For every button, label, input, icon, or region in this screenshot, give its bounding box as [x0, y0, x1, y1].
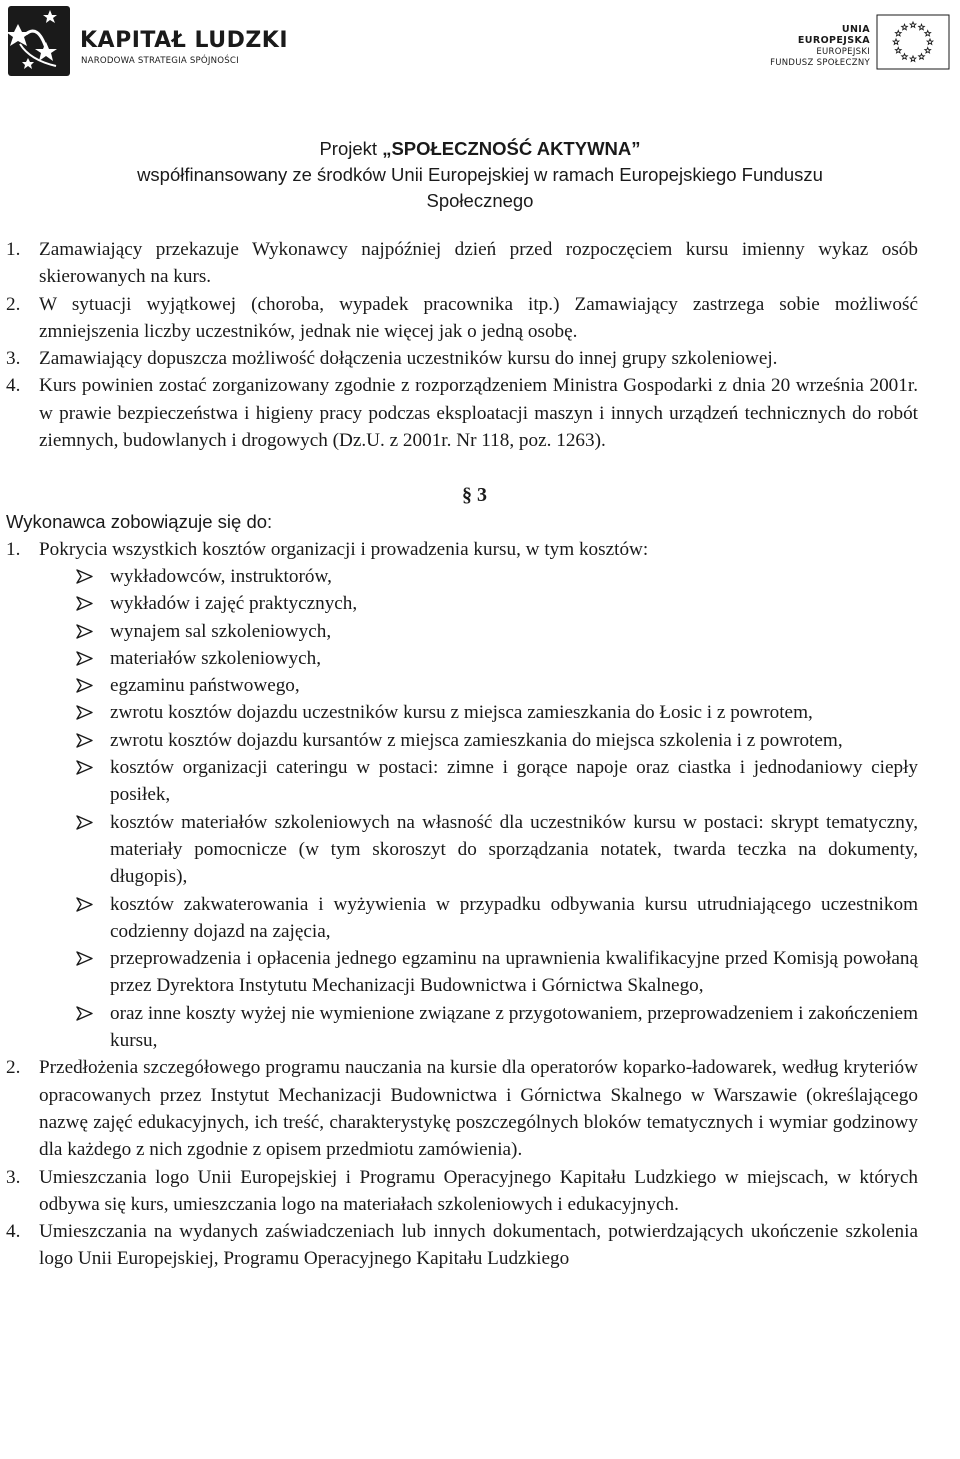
bullet-item-text: kosztów organizacji cateringu w postaci: zimne i gorące napoje oraz ciastka i jednodaniowy ciepły posiłek,: [110, 757, 918, 806]
bullet-item-text: kosztów zakwaterowania i wyżywienia w przypadku odbywania kursu utrudniającego uczestnikom codzienny dojazd na zajęcia,: [110, 893, 918, 942]
arrowhead-bullet-icon: [76, 733, 93, 748]
list-item-text: Pokrycia wszystkich kosztów organizacji i prowadzenia kursu, w tym kosztów:: [39, 538, 649, 560]
bullet-item: [0, 645, 960, 672]
bullet-item-text: kosztów materiałów szkoleniowych na własność dla uczestników kursu w postaci: skrypt tematyczny, materiały pomocnicze (w tym skoroszyt do sporządzania notatek, twarda teczka na dokumenty, długopis),: [110, 811, 918, 888]
list-item-text: Kurs powinien zostać zorganizowany zgodnie z rozporządzeniem Ministra Gospodarki z dnia 20 września 2001r. w prawie bezpieczeństwa i higieny pracy podczas eksploatacji maszyn i innych urządzeń technicznych do robót ziemnych, budowlanych i drogowych (Dz.U. z 2001r. Nr 118, poz. 1263).: [39, 375, 918, 452]
list-item: [0, 1218, 960, 1273]
kapital-ludzki-mark-icon: [6, 4, 72, 78]
arrowhead-bullet-icon: [76, 651, 93, 666]
bullet-item-text: zwrotu kosztów dojazdu kursantów z miejsca zamieszkania do miejsca szkolenia i z powrotem,: [110, 729, 843, 751]
bullet-item-text: wykładowców, instruktorów,: [110, 565, 332, 587]
list-item-text: Zamawiający dopuszcza możliwość dołączenia uczestników kursu do innej grupy szkoleniowej.: [39, 348, 778, 370]
bullet-item: [0, 809, 960, 891]
bullet-item: [0, 727, 960, 754]
list-item-number: 3.: [6, 348, 21, 370]
bullet-item: [0, 754, 960, 809]
project-name: „SPOŁECZNOŚĆ AKTYWNA”: [382, 138, 641, 159]
bullet-item: [0, 699, 960, 726]
arrowhead-bullet-icon: [76, 897, 93, 912]
project-heading: [0, 136, 960, 214]
eu-logo-line3: FUNDUSZ SPOŁECZNY: [770, 58, 870, 68]
numbered-list-a: [0, 236, 960, 454]
list-item-text: Przedłożenia szczegółowego programu nauczania na kursie dla operatorów koparko-ładowarek, według kryteriów opracowanych przez Instytut Mechanizacji Budownictwa i Górnictwa Skalnego w Warszawie (określającego nazwę zajęć edukacyjnych, ich treść, charakterystykę poszczególnych bloków tematycznych i wymiar godzinowy dla każdego z nich zgodnie z opisem przedmiotu zamówienia).: [39, 1057, 918, 1161]
eu-logo-line1: UNIA EUROPEJSKA: [797, 24, 870, 46]
project-title-line: [0, 136, 960, 162]
list-item-text: Umieszczania na wydanych zaświadczeniach lub innych dokumentach, potwierdzających ukończenie szkolenia logo Unii Europejskiej, Programu Operacyjnego Kapitału Ludzkiego: [39, 1221, 918, 1270]
arrowhead-bullet-icon: [76, 624, 93, 639]
arrowhead-bullet-icon: [76, 596, 93, 611]
list-item-text: W sytuacji wyjątkowej (choroba, wypadek pracownika itp.) Zamawiający zastrzega sobie możliwość zmniejszenia liczby uczestników, jednak nie więcej jak o jedną osobę.: [39, 293, 918, 342]
page-header: [0, 0, 960, 110]
bullet-item: [0, 672, 960, 699]
list-item: [0, 291, 960, 346]
numbered-list-c: [0, 1054, 960, 1272]
bullet-item: [0, 618, 960, 645]
project-prefix: Projekt: [319, 138, 383, 159]
project-line3: Społecznego: [426, 190, 534, 211]
bullet-item-text: przeprowadzenia i opłacenia jednego egzaminu na uprawnienia kwalifikacyjne przed Komisją powołaną przez Dyrektora Instytutu Mechanizacji Budownictwa i Górnictwa Skalnego,: [110, 948, 918, 997]
arrowhead-bullet-icon: [76, 569, 93, 584]
list-item: [0, 345, 960, 372]
bullet-item-text: wynajem sal szkoleniowych,: [110, 620, 332, 642]
list-item-text: Zamawiający przekazuje Wykonawcy najpóźniej dzień przed rozpoczęciem kursu imienny wykaz osób skierowanych na kurs.: [39, 239, 918, 288]
arrowhead-bullet-icon: [76, 678, 93, 693]
kapital-ludzki-title: KAPITAŁ LUDZKI: [80, 28, 289, 53]
list-item-number: 1.: [6, 538, 21, 560]
section-heading: [0, 480, 960, 508]
project-line2: współfinansowany ze środków Unii Europejskiej w ramach Europejskiego Funduszu: [137, 164, 823, 185]
document-body: [0, 236, 960, 1273]
list-item: [0, 536, 960, 563]
bullet-item: [0, 945, 960, 1000]
bullet-item-text: oraz inne koszty wyżej nie wymienione związane z przygotowaniem, przeprowadzeniem i zakończeniem kursu,: [110, 1002, 918, 1052]
list-item-number: 4.: [6, 375, 21, 397]
list-item-number: 2.: [6, 293, 21, 315]
list-item: [0, 1164, 960, 1219]
eu-stars-flag-icon: [876, 14, 950, 70]
bullet-item: [0, 891, 960, 946]
section-sign: § 3: [462, 484, 487, 507]
section-intro: Wykonawca zobowiązuje się do:: [6, 511, 273, 533]
bullet-item-text: materiałów szkoleniowych,: [110, 647, 321, 669]
list-item-number: 4.: [6, 1221, 21, 1243]
list-item: [0, 1054, 960, 1163]
bullet-item: [0, 590, 960, 617]
list-item: [0, 372, 960, 454]
bullet-item: [0, 563, 960, 590]
cost-bullet-list: [0, 563, 960, 1054]
kapital-ludzki-subtitle: NARODOWA STRATEGIA SPÓJNOŚCI: [81, 56, 239, 66]
kapital-ludzki-logo: [6, 4, 289, 84]
arrowhead-bullet-icon: [76, 951, 93, 966]
bullet-item: [0, 1000, 960, 1055]
list-item-number: 1.: [6, 239, 21, 260]
arrowhead-bullet-icon: [76, 1006, 93, 1021]
eu-logo-line2: EUROPEJSKI: [816, 47, 870, 57]
list-item: [0, 236, 960, 291]
list-item-number: 2.: [6, 1057, 21, 1079]
bullet-item-text: egzaminu państwowego,: [110, 675, 300, 697]
arrowhead-bullet-icon: [76, 705, 93, 720]
eu-logo: [770, 14, 960, 84]
eu-logo-text: [770, 24, 870, 68]
list-item-number: 3.: [6, 1166, 21, 1188]
arrowhead-bullet-icon: [76, 760, 93, 775]
numbered-list-b: [0, 536, 960, 563]
list-item-text: Umieszczania logo Unii Europejskiej i Programu Operacyjnego Kapitału Ludzkiego w miejscach, w których odbywa się kurs, umieszczania logo na materiałach szkoleniowych i edukacyjnych.: [39, 1166, 918, 1215]
bullet-item-text: wykładów i zajęć praktycznych,: [110, 593, 358, 615]
arrowhead-bullet-icon: [76, 815, 93, 830]
bullet-item-text: zwrotu kosztów dojazdu uczestników kursu z miejsca zamieszkania do Łosic i z powrotem,: [110, 702, 813, 724]
